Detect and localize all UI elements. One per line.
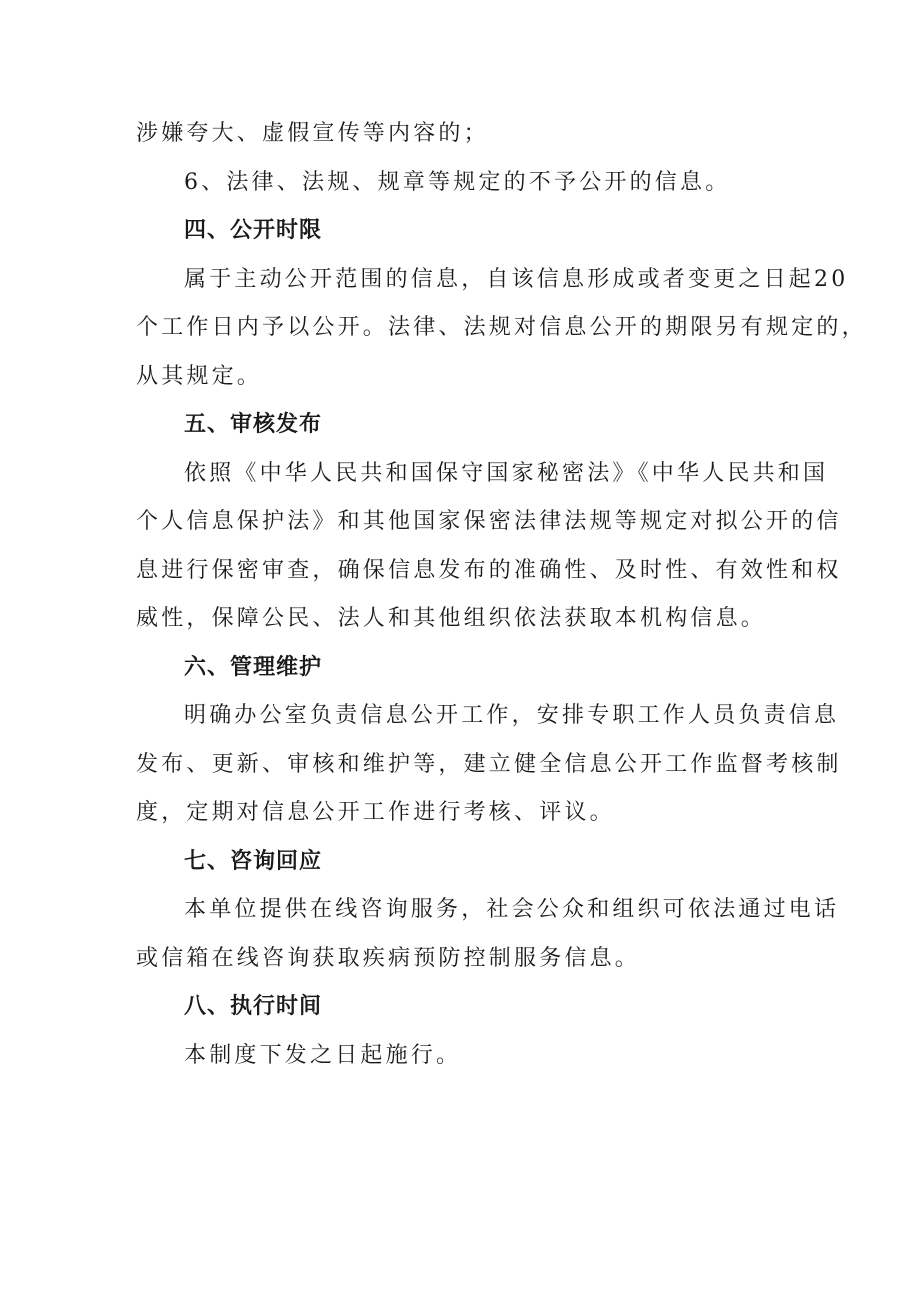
- body-line: 度，定期对信息公开工作进行考核、评议。: [136, 800, 615, 825]
- body-line: 属于主动公开范围的信息，自该信息形成或者变更之日起20: [184, 266, 849, 292]
- body-line: 本制度下发之日起施行。: [184, 1042, 462, 1068]
- body-line: 发布、更新、审核和维护等，建立健全信息公开工作监督考核制: [136, 751, 842, 777]
- section-heading: 五、审核发布: [184, 412, 323, 437]
- section-heading: 七、咨询回应: [184, 848, 323, 874]
- body-line: 从其规定。: [136, 363, 263, 389]
- body-line: 本单位提供在线咨询服务，社会公众和组织可依法通过电话: [184, 897, 840, 922]
- body-line: 明确办公室负责信息公开工作，安排专职工作人员负责信息: [184, 703, 840, 728]
- body-line: 个工作日内予以公开。法律、法规对信息公开的期限另有规定的，: [136, 315, 867, 340]
- body-line: 个人信息保护法》和其他国家保密法律法规等规定对拟公开的信: [136, 509, 842, 534]
- body-line: 或信箱在线咨询获取疾病预防控制服务信息。: [136, 945, 641, 971]
- document-body: [136, 110, 867, 1080]
- body-line: 涉嫌夸大、虚假宣传等内容的；: [136, 121, 489, 146]
- body-line: 息进行保密审查，确保信息发布的准确性、及时性、有效性和权: [136, 557, 842, 583]
- body-line: 依照《中华人民共和国保守国家秘密法》《中华人民共和国: [184, 460, 829, 486]
- section-heading: 六、管理维护: [184, 654, 323, 680]
- body-line: 威性，保障公民、法人和其他组织依法获取本机构信息。: [136, 606, 767, 631]
- section-heading: 四、公开时限: [184, 218, 323, 243]
- section-heading: 八、执行时间: [184, 994, 323, 1019]
- body-line: 6、法律、法规、规章等规定的不予公开的信息。: [184, 169, 731, 195]
